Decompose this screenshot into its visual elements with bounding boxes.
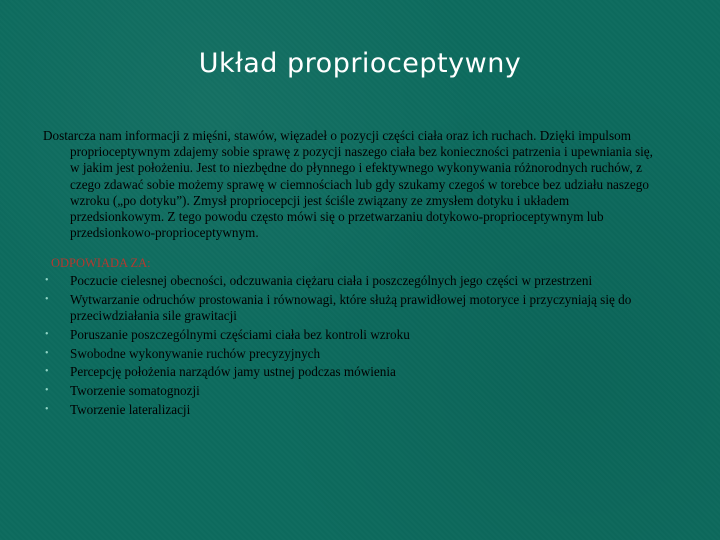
bullet-item (43, 292, 663, 324)
slide-body (43, 128, 663, 421)
bullet-item (43, 273, 663, 289)
bullet-text: Percepcję położenia narządów jamy ustnej podczas mówienia (70, 364, 396, 380)
bullet-dot-icon: • (45, 329, 49, 341)
bullet-item (43, 402, 663, 418)
bullet-dot-icon: • (45, 347, 49, 359)
bullet-list (43, 273, 663, 418)
bullet-text: Poruszanie poszczególnymi częściami ciała bez kontroli wzroku (70, 327, 410, 343)
bullet-dot-icon: • (45, 403, 49, 415)
bullet-text: Wytwarzanie odruchów prostowania i równowagi, które służą prawidłowej motoryce i przyczyniają się do przeciwdziałania sile grawitacji (70, 292, 632, 324)
bullet-text: Swobodne wykonywanie ruchów precyzyjnych (70, 345, 321, 361)
bullet-item (43, 364, 663, 380)
bullet-text: Tworzenie somatognozji (70, 383, 200, 399)
bullet-item (43, 346, 663, 362)
section-title: ODPOWIADA ZA: (51, 256, 151, 271)
bullet-dot-icon: • (45, 385, 49, 397)
bullet-item (43, 383, 663, 399)
bullet-text: Tworzenie lateralizacji (70, 401, 191, 417)
bullet-dot-icon: • (45, 366, 49, 378)
bullet-dot-icon: • (45, 275, 49, 287)
bullet-text: Poczucie cielesnej obecności, odczuwania ciężaru ciała i poszczególnych jego części w przestrzeni (70, 273, 593, 289)
slide-title: Układ proprioceptywny (198, 48, 522, 79)
bullet-dot-icon: • (45, 294, 49, 306)
bullet-item (43, 327, 663, 343)
intro-paragraph: Dostarcza nam informacji z mięśni, stawów, więzadeł o pozycji części ciała oraz ich ruchach. Dzięki impulsom proprioceptywnym zdajemy sobie sprawę z pozycji naszego ciała bez konieczności patrzenia i upewniania się, w jakim jest położeniu. Jest to niezbędne do płynnego i efektywnego wykonywania różnorodnych ruchów, z czego zdawać sobie możemy sprawę w ciemnościach lub gdy szukamy czegoś w torebce bez udziału naszego wzroku („po dotyku”). Zmysł propriocepcji jest ściśle związany ze zmysłem dotyku i układem przedsionkowym. Z tego powodu często mówi się o przetwarzaniu dotykowo-proprioceptywnym lub przedsionkowo-proprioceptywnym. (43, 128, 653, 241)
